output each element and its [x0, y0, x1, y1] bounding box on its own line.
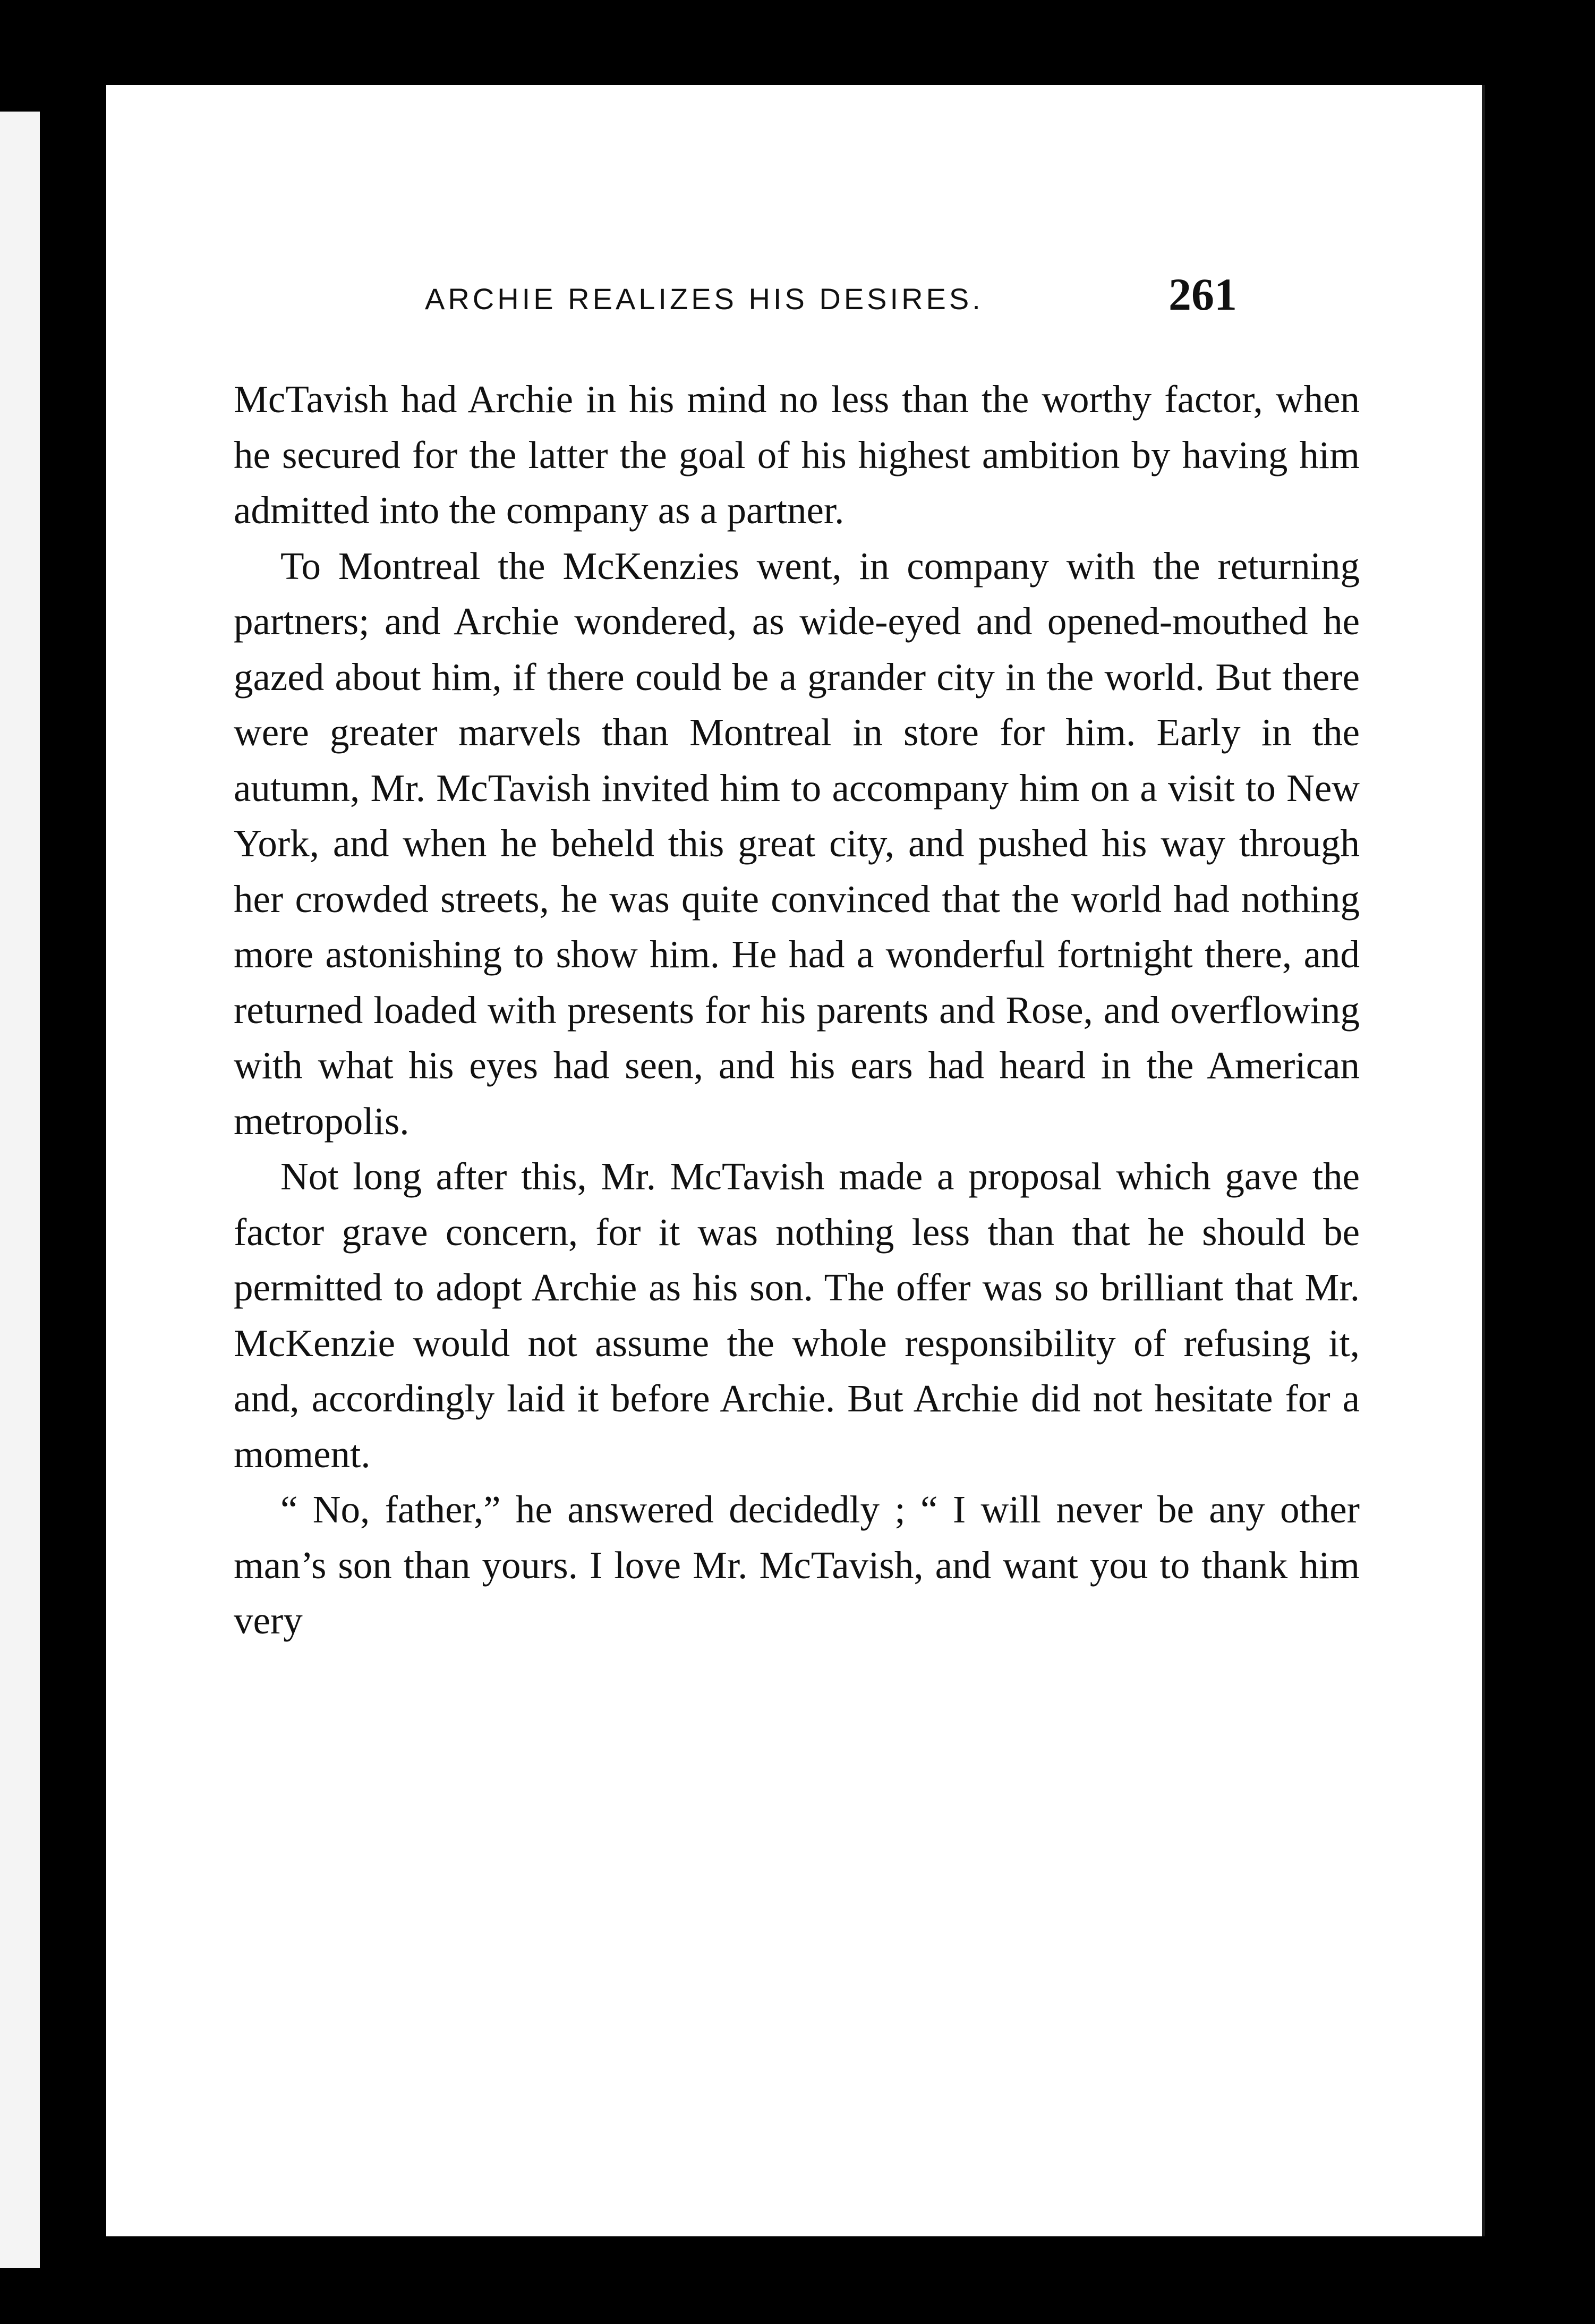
page-number: 261 [1168, 269, 1237, 320]
page-body [234, 372, 1360, 1649]
binding-edge [0, 112, 40, 2268]
book-page [106, 85, 1485, 2236]
paragraph-3: Not long after this, Mr. McTavish made a proposal which gave the factor grave concern, for it was nothing less than that he should be permitted to adopt Archie as his son. The offer was so brilliant that Mr. McKenzie would not assume the whole responsibility of refusing it, and, accordingly laid it before Archie. But Archie did not hesitate for a moment. [234, 1155, 1360, 1476]
running-header [106, 260, 1482, 335]
paragraph-1: McTavish had Archie in his mind no less than the worthy factor, when he secured for the latter the goal of his highest ambition by having him admitted into the company as a partner. [234, 378, 1360, 532]
paragraph-4: “ No, father,” he answered decidedly ; “ I will never be any other man’s son than yours. I love Mr. McTavish, and want you to thank him very [234, 1488, 1360, 1642]
paragraph-2: To Montreal the McKenzies went, in company with the returning partners; and Archie wondered, as wide-eyed and opened-mouthed he gazed about him, if there could be a grander city in the world. But there were greater marvels than Montreal in store for him. Early in the autumn, Mr. McTavish invited him to accompany him on a visit to New York, and when he beheld this great city, and pushed his way through her crowded streets, he was quite convinced that the world had nothing more astonishing to show him. He had a wonderful fortnight there, and returned loaded with presents for his parents and Rose, and overflowing with what his eyes had seen, and his ears had heard in the American metropolis. [234, 544, 1360, 1143]
running-title: ARCHIE REALIZES HIS DESIRES. [425, 282, 984, 316]
gutter-shadow [40, 101, 104, 2279]
